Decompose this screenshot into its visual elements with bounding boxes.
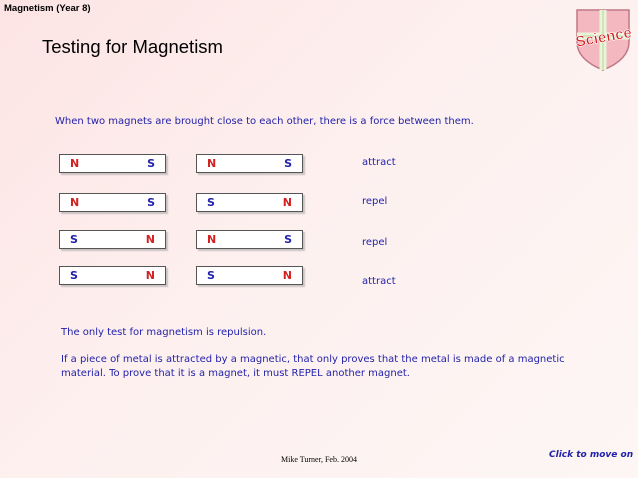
south-pole-label: S bbox=[147, 157, 155, 170]
north-pole-label: N bbox=[207, 233, 217, 246]
conclusion-line-1: The only test for magnetism is repulsion. bbox=[61, 327, 267, 338]
science-badge-logo bbox=[573, 6, 633, 72]
south-pole-label: S bbox=[284, 157, 292, 170]
slide-label: Magnetism (Year 8) bbox=[4, 3, 91, 14]
intro-text: When two magnets are brought close to each other, there is a force between them. bbox=[55, 116, 474, 127]
next-slide-link[interactable]: Click to move on bbox=[549, 450, 634, 460]
result-label: repel bbox=[362, 196, 388, 207]
bar-magnet bbox=[196, 193, 303, 212]
bar-magnet bbox=[59, 154, 166, 173]
result-label: attract bbox=[362, 276, 396, 287]
result-label: attract bbox=[362, 157, 396, 168]
page-title: Testing for Magnetism bbox=[42, 36, 223, 57]
badge-text: Science bbox=[574, 24, 633, 51]
north-pole-label: N bbox=[145, 269, 155, 282]
bar-magnet bbox=[196, 266, 303, 285]
bar-magnet bbox=[59, 230, 166, 249]
result-label: repel bbox=[362, 237, 388, 248]
bar-magnet bbox=[196, 230, 303, 249]
north-pole-label: N bbox=[207, 157, 217, 170]
north-pole-label: N bbox=[282, 269, 292, 282]
author-credit: Mike Turner, Feb. 2004 bbox=[281, 455, 357, 464]
south-pole-label: S bbox=[284, 233, 292, 246]
north-pole-label: N bbox=[70, 196, 80, 209]
north-pole-label: N bbox=[282, 196, 292, 209]
south-pole-label: S bbox=[70, 233, 78, 246]
north-pole-label: N bbox=[70, 157, 80, 170]
south-pole-label: S bbox=[207, 196, 215, 209]
conclusion-line-3: material. To prove that it is a magnet, it must REPEL another magnet. bbox=[61, 368, 410, 379]
bar-magnet bbox=[196, 154, 303, 173]
bar-magnet bbox=[59, 266, 166, 285]
south-pole-label: S bbox=[207, 269, 215, 282]
south-pole-label: S bbox=[147, 196, 155, 209]
bar-magnet bbox=[59, 193, 166, 212]
south-pole-label: S bbox=[70, 269, 78, 282]
north-pole-label: N bbox=[145, 233, 155, 246]
conclusion-line-2: If a piece of metal is attracted by a magnetic, that only proves that the metal is made of a magnetic bbox=[61, 354, 565, 365]
